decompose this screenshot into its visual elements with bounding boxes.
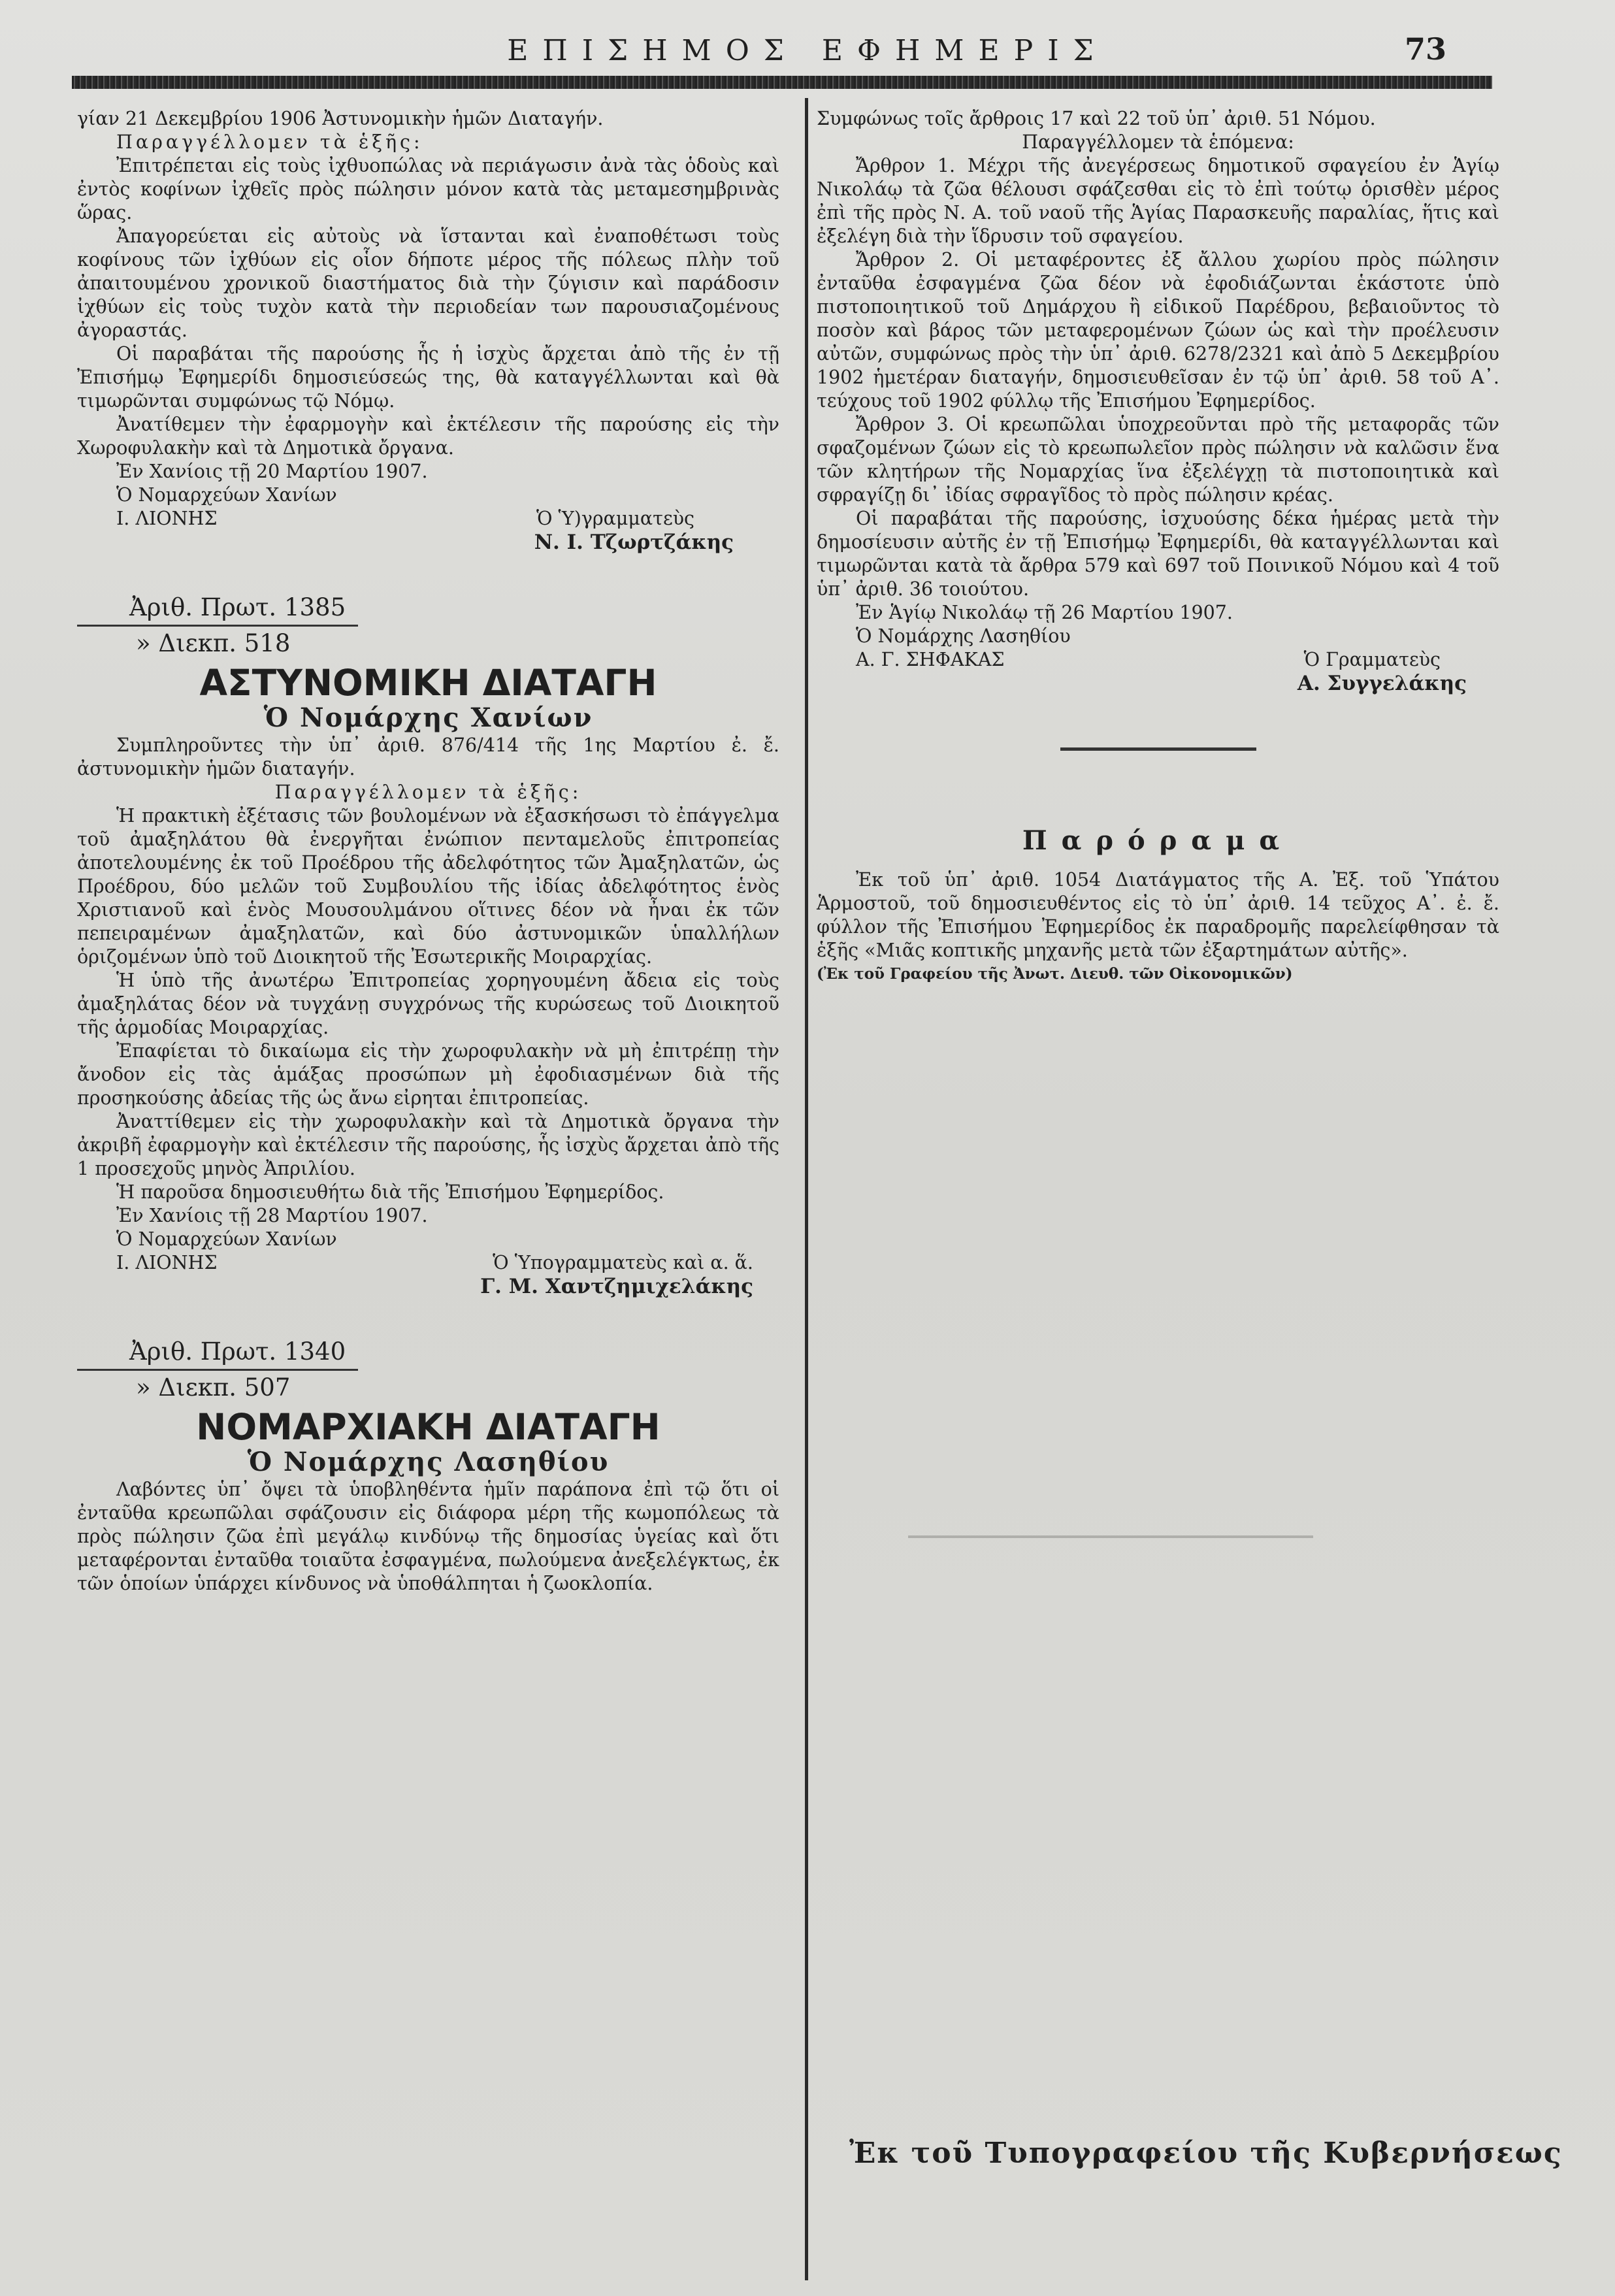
signature-name: Α. Γ. ΣΗΦΑΚΑΣ	[856, 649, 1005, 670]
gazette-title: ΕΠΙΣΗΜΟΣ ΕΦΗΜΕΡΙΣ	[507, 34, 1108, 67]
article: Ἄρθρον 1. Μέχρι τῆς ἀνεγέρσεως δημοτικοῦ σφαγείου ἐν Ἁγίῳ Νικολάῳ τὰ ζῶα θέλουσι σφάζεσθαι εἰς τὸ ἐπὶ τούτῳ ὁρισθὲν μέρος ἐπὶ τῆς πρὸς Ν. Α. τοῦ ναοῦ τῆς Ἁγίας Παρασκευῆς παραλίας, ἥτις καὶ ἐξελέγη διὰ τὴν ἵδρυσιν τοῦ σφαγείου.	[817, 155, 1499, 247]
signature-title: Ὁ Νομάρχης Λασηθίου	[856, 625, 1071, 647]
protocol-rule	[77, 1369, 358, 1371]
section-heading: ΝΟΜΑΡΧΙΑΚΗ ΔΙΑΤΑΓΗ	[196, 1406, 661, 1448]
bleed-through-area	[830, 1424, 1457, 1843]
errata-text: Ἐκ τοῦ ὑπ᾿ ἀριθ. 1054 Διατάγματος τῆς Α. Ἐξ. τοῦ Ὑπάτου Ἁρμοστοῦ, τοῦ δημοσιευθέντος εἰς τὸ ὑπ᾿ ἀριθ. 14 τεῦχος Α᾿. ἐ. ἔ. φύλλον τῆς Ἐπισήμου Ἐφημερίδος ἐκ παραδρομῆς παρελείφθησαν τὰ ἑξῆς «Μιᾶς κοπτικῆς μηχανῆς μετὰ τῶν ἐξαρτημάτων αὐτῆς».	[817, 869, 1499, 961]
paragraph: Συμπληροῦντες τὴν ὑπ᾿ ἀριθ. 876/414 τῆς 1ης Μαρτίου ἐ. ἔ. ἀστυνομικὴν ἡμῶν διαταγήν.	[77, 734, 779, 779]
paragraph: γίαν 21 Δεκεμβρίου 1906 Ἀστυνομικὴν ἡμῶν Διαταγήν.	[77, 108, 604, 129]
section-subheading: Ὁ Νομάρχης Χανίων	[263, 702, 593, 733]
paragraph: Ἐπιτρέπεται εἰς τοὺς ἰχθυοπώλας νὰ περιάγωσιν ἀνὰ τὰς ὁδοὺς καὶ ἐντὸς κοφίνων ἰχθεῖς πρὸς πώλησιν μόνον κατὰ τὰς μεταμεσημβρινὰς ὥρας.	[77, 155, 779, 223]
paragraph: Ἡ ὑπὸ τῆς ἀνωτέρω Ἐπιτροπείας χορηγουμένη ἄδεια εἰς τοὺς ἀμαξηλάτας δέον νὰ τυγχάνῃ συγχρόνως τῆς κυρώσεως τοῦ Διοικητοῦ τῆς ἁρμοδίας Μοιραρχίας.	[77, 970, 779, 1038]
section-subheading: Ὁ Νομάρχης Λασηθίου	[247, 1447, 610, 1477]
signature-row	[817, 648, 1499, 672]
date-line: Ἐν Ἁγίῳ Νικολάῳ τῇ 26 Μαρτίου 1907.	[856, 602, 1233, 623]
article: Ἄρθρον 3. Οἱ κρεωπῶλαι ὑποχρεοῦνται πρὸ τῆς μεταφορᾶς τῶν σφαζομένων ζώων εἰς τὸ κρεωπωλεῖον πρὸς πώλησιν νὰ καλῶσιν ἕνα τῶν κλητήρων τῆς Νομαρχίας ἵνα ἐξελέγχῃ τὰ πιστοποιητικὰ καὶ σφραγίζῃ δι᾿ ἰδίας σφραγῖδος τὸ πρὸς πώλησιν κρέας.	[817, 414, 1499, 506]
paragraph-heading: Παραγγέλλομεν τὰ ἑπόμενα:	[1022, 131, 1294, 153]
right-column	[817, 107, 1499, 986]
secretary-name: Α. Συγγελάκης	[1297, 672, 1467, 695]
date-line: Ἐν Χανίοις τῇ 20 Μαρτίου 1907.	[116, 461, 428, 482]
dispatch-number: » Διεκπ. 507	[136, 1373, 291, 1402]
paragraph: Συμφώνως τοῖς ἄρθροις 17 καὶ 22 τοῦ ὑπ᾿ ἀριθ. 51 Νόμου.	[817, 108, 1376, 129]
paragraph: Ἡ παροῦσα δημοσιευθήτω διὰ τῆς Ἐπισήμου Ἐφημερίδος.	[116, 1181, 664, 1203]
date-line: Ἐν Χανίοις τῇ 28 Μαρτίου 1907.	[116, 1205, 428, 1226]
paragraph: Οἱ παραβάται τῆς παρούσης, ἰσχυούσης δέκα ἡμέρας μετὰ τὴν δημοσίευσιν αὐτῆς ἐν τῇ Ἐπισήμῳ Ἐφημερίδι, θὰ καταγγέλλωνται καὶ τιμωρῶνται κατὰ τὰ ἄρθρα 579 καὶ 697 τοῦ Ποινικοῦ Νόμου καὶ 4 τοῦ ὑπ᾿ ἀριθ. 36 τοιούτου.	[817, 508, 1499, 600]
section-heading: ΑΣΤΥΝΟΜΙΚΗ ΔΙΑΤΑΓΗ	[199, 662, 657, 704]
paragraph-heading: Παραγγέλλομεν τὰ ἑξῆς:	[274, 781, 582, 803]
protocol-rule	[77, 625, 358, 627]
signature-title: Ὁ Νομαρχεύων Χανίων	[116, 1228, 337, 1250]
secretary-title: Ὁ Γραμματεὺς	[1303, 649, 1441, 670]
paragraph: Οἱ παραβάται τῆς παρούσης ἧς ἡ ἰσχὺς ἄρχεται ἀπὸ τῆς ἐν τῇ Ἐπισήμῳ Ἐφημερίδι δημοσιεύσεώς της, θὰ καταγγέλλωνται καὶ θὰ τιμωρῶνται συμφώνως τῷ Νόμῳ.	[77, 343, 779, 412]
signature-name: Ι. ΛΙΟΝΗΣ	[116, 508, 218, 529]
dispatch-number: » Διεκπ. 518	[136, 629, 291, 657]
secretary-title: Ὁ Ὑ)γραμματεὺς	[536, 508, 694, 529]
protocol-number: Ἀριθ. Πρωτ. 1385	[129, 593, 346, 621]
left-column	[77, 107, 779, 1596]
paragraph: Ἐπαφίεται τὸ δικαίωμα εἰς τὴν χωροφυλακὴν νὰ μὴ ἐπιτρέπῃ τὴν ἄνοδον εἰς τὰς ἁμάξας προσώπων μὴ ἐφοδιασμένων διὰ τῆς προσηκούσης ἀδείας τῆς ὡς ἄνω εἰρηται ἐπιτροπείας.	[77, 1040, 779, 1109]
errata-source-note: (Ἐκ τοῦ Γραφείου τῆς Ἀνωτ. Διευθ. τῶν Οἰκονομικῶν)	[817, 965, 1293, 983]
paragraph: Ἀπαγορεύεται εἰς αὐτοὺς νὰ ἵστανται καὶ ἐναποθέτωσι τοὺς κοφίνους τῶν ἰχθύων εἰς οἷον δήποτε μέρος τῆς πόλεως πλὴν τοῦ ἀπαιτουμένου χρονικοῦ διαστήματος διὰ τὴν ζύγισιν καὶ παράδοσιν ἰχθύων εἰς τοὺς τυχὸν κατὰ τὴν περιοδείαν των παρουσιαζομένους ἀγοραστάς.	[77, 225, 779, 341]
signature-name: Ι. ΛΙΟΝΗΣ	[116, 1252, 218, 1273]
column-divider	[805, 98, 808, 2280]
secretary-title: Ὁ Ὑπογραμματεὺς καὶ α. ἅ.	[493, 1252, 753, 1273]
paragraph: Ἀνατίθεμεν τὴν ἐφαρμογὴν καὶ ἐκτέλεσιν τῆς παρούσης εἰς τὴν Χωροφυλακὴν καὶ τὰ Δημοτικὰ ὄργανα.	[77, 414, 779, 459]
paragraph-heading: Παραγγέλλομεν τὰ ἑξῆς:	[116, 131, 423, 153]
printer-footer: Ἐκ τοῦ Τυπογραφείου τῆς Κυβερνήσεως	[849, 2137, 1563, 2170]
bleed-through-rule	[908, 1424, 1313, 1538]
signature-row	[77, 1251, 779, 1275]
errata-heading: Παρόραμα	[1022, 825, 1294, 856]
paragraph: Ἀναττίθεμεν εἰς τὴν χωροφυλακὴν καὶ τὰ Δημοτικὰ ὄργανα τὴν ἀκριβῆ ἐφαρμογὴν καὶ ἐκτέλεσιν τῆς παρούσης, ἧς ἰσχὺς ἄρχεται ἀπὸ τῆς 1 προσεχοῦς μηνὸς Ἀπριλίου.	[77, 1111, 779, 1179]
paragraph: Λαβόντες ὑπ᾿ ὄψει τὰ ὑποβληθέντα ἡμῖν παράπονα ἐπὶ τῷ ὅτι οἱ ἐνταῦθα κρεωπῶλαι σφάζουσιν εἰς διάφορα μέρη τῆς κωμοπόλεως τὰ πρὸς πώλησιν ζῶα ἐπὶ μεγάλῳ κινδύνῳ τῆς δημοσίας ὑγείας καὶ ὅτι μεταφέρονται ἐνταῦθα τοιαῦτα ἐσφαγμένα, πωλούμενα ἀνεξελέγκτως, ἐκ τῶν ὁποίων ὑπάρχει κίνδυνος νὰ ὑποθάλπηται ἡ ζωοκλοπία.	[77, 1479, 779, 1594]
page-number: 73	[1405, 31, 1447, 67]
signature-row	[77, 507, 779, 531]
header-rule	[72, 76, 1492, 89]
secretary-name: Γ. Μ. Χαντζημιχελάκης	[480, 1275, 753, 1298]
secretary-name: Ν. Ι. Τζωρτζάκης	[534, 531, 734, 554]
paragraph: Ἡ πρακτικὴ ἐξέτασις τῶν βουλομένων νὰ ἐξασκήσωσι τὸ ἐπάγγελμα τοῦ ἀμαξηλάτου θὰ ἐνεργῆται ἐνώπιον πενταμελοῦς ἐπιτροπείας ἀποτελουμένης ἐκ τοῦ Προέδρου τῆς ἀδελφότητος τῶν Ἀμαξηλατῶν, ὡς Προέδρου, δύο μελῶν τοῦ Συμβουλίου τῆς ἰδίας ἀδελφότητος ἑνὸς Χριστιανοῦ καὶ ἑνὸς Μουσουλμάνου οἵτινες δέον νὰ ἦναι ἐκ τῶν πεπειραμένων ἀμαξηλατῶν, καὶ δύο ἀστυνομικῶν ὑπαλλήλων ὁριζομένων ὑπὸ τοῦ Διοικητοῦ τῆς Ἐσωτερικῆς Μοιραρχίας.	[77, 805, 779, 968]
article: Ἄρθρον 2. Οἱ μεταφέροντες ἐξ ἄλλου χωρίου πρὸς πώλησιν ἐνταῦθα ἐσφαγμένα ζῶα δέον νὰ ἐφοδιάζωνται ἑκάστοτε ὑπὸ πιστοποιητικοῦ τοῦ Δημάρχου ἢ εἰδικοῦ Παρέδρου, βεβαιοῦντος τὸ ποσὸν καὶ βάρος τῶν μεταφερομένων ζώων ὡς καὶ τὴν προέλευσιν αὐτῶν, συμφώνως πρὸς τὴν ὑπ᾿ ἀριθ. 6278/2321 καὶ ἀπὸ 5 Δεκεμβρίου 1902 ἡμετέραν διαταγήν, δημοσιευθεῖσαν ἐν τῷ ὑπ᾿ ἀριθ. 58 τοῦ Α᾿. τεύχους τοῦ 1902 φύλλῳ τῆς Ἐπισήμου Ἐφημερίδος.	[817, 249, 1499, 412]
signature-title: Ὁ Νομαρχεύων Χανίων	[116, 484, 337, 506]
protocol-number: Ἀριθ. Πρωτ. 1340	[129, 1337, 346, 1366]
